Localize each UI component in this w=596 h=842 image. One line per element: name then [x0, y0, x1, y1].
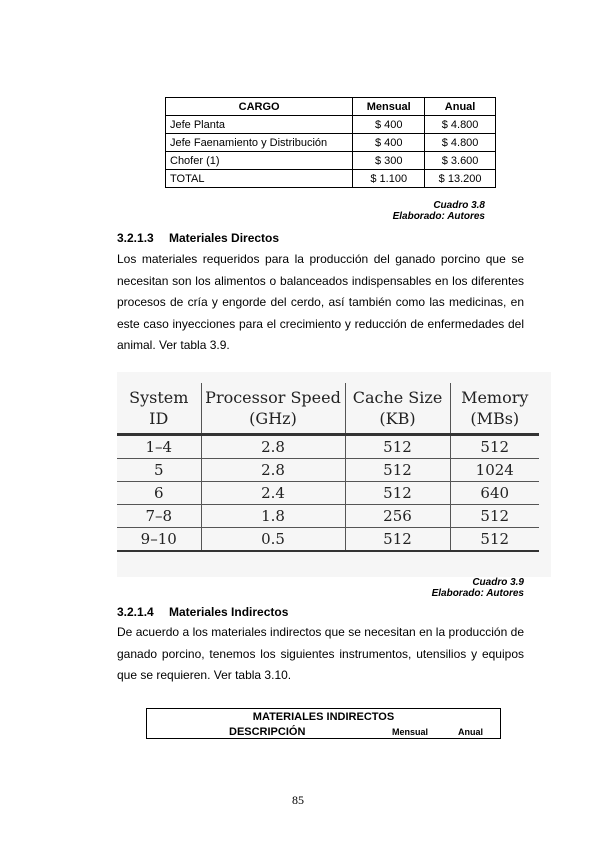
header-processor-speed: Processor Speed (GHz)	[201, 383, 345, 435]
table-row	[117, 505, 539, 528]
cell-memory: 640	[450, 482, 539, 505]
cell-cargo: Chofer (1)	[166, 152, 353, 170]
paragraph-line: animal. Ver tabla 3.9.	[117, 338, 230, 352]
cell-memory: 512	[450, 528, 539, 552]
table-row	[166, 152, 496, 170]
cell-cache-size: 512	[345, 482, 450, 505]
cell-cargo: TOTAL	[166, 170, 353, 188]
cell-processor-speed: 0.5	[201, 528, 345, 552]
table-row	[117, 435, 539, 459]
table-title: MATERIALES INDIRECTOS	[252, 711, 395, 723]
paragraph-line: De acuerdo a los materiales indirectos que se necesitan en la producción de	[117, 625, 524, 639]
cell-processor-speed: 2.4	[201, 482, 345, 505]
table-header-row	[166, 98, 496, 116]
table-row-total	[166, 170, 496, 188]
header-cargo: CARGO	[166, 98, 353, 116]
cell-cache-size: 512	[345, 435, 450, 459]
cell-memory: 512	[450, 435, 539, 459]
cell-system-id: 1–4	[117, 435, 201, 459]
cell-memory: 1024	[450, 459, 539, 482]
table-row	[166, 116, 496, 134]
paragraph-line: este caso inyecciones para el crecimiento y reducción de enfermedades del	[117, 316, 524, 331]
section-heading	[117, 231, 279, 245]
cargo-table	[165, 97, 496, 188]
indirectos-table	[146, 708, 501, 739]
cell-cargo: Jefe Planta	[166, 116, 353, 134]
cell-mensual: $ 400	[353, 134, 425, 152]
page-number: 85	[292, 793, 304, 807]
cell-processor-speed: 1.8	[201, 505, 345, 528]
system-table-image	[117, 372, 551, 577]
cell-cache-size: 256	[345, 505, 450, 528]
section-number: 3.2.1.3	[117, 231, 154, 245]
table-row	[117, 528, 539, 552]
section-title: Materiales Indirectos	[169, 605, 289, 619]
section-heading	[117, 605, 288, 619]
cell-system-id: 9–10	[117, 528, 201, 552]
table-header-row	[117, 383, 539, 435]
cell-cargo: Jefe Faenamiento y Distribución	[166, 134, 353, 152]
cell-processor-speed: 2.8	[201, 459, 345, 482]
cell-processor-speed: 2.8	[201, 435, 345, 459]
table-credit: Elaborado: Autores	[392, 211, 485, 222]
header-mensual: Mensual	[392, 727, 429, 737]
header-mensual: Mensual	[353, 98, 425, 116]
header-anual: Anual	[425, 98, 496, 116]
header-anual: Anual	[458, 727, 484, 737]
header-memory: Memory (MBs)	[450, 383, 539, 435]
paragraph-line: necesitan son los alimentos o balanceados indispensables en los diferentes	[117, 273, 524, 288]
cell-mensual: $ 400	[353, 116, 425, 134]
cell-mensual: $ 1.100	[353, 170, 425, 188]
cell-mensual: $ 300	[353, 152, 425, 170]
header-cache-size: Cache Size (KB)	[345, 383, 450, 435]
cell-cache-size: 512	[345, 528, 450, 552]
section-title: Materiales Directos	[169, 231, 280, 245]
cell-anual: $ 3.600	[425, 152, 496, 170]
cell-anual: $ 4.800	[425, 116, 496, 134]
paragraph	[117, 622, 524, 687]
paragraph-line: procesos de cría y engorde del cerdo, así también como las medicinas, en	[117, 295, 524, 309]
table-row	[117, 459, 539, 482]
cell-anual: $ 4.800	[425, 134, 496, 152]
table-caption: Cuadro 3.9	[472, 577, 524, 588]
table-row	[166, 134, 496, 152]
system-table	[117, 383, 539, 552]
table-credit: Elaborado: Autores	[431, 588, 524, 599]
paragraph-line: ganado porcino, tenemos los siguientes instrumentos, utensilios y equipos	[117, 646, 524, 661]
paragraph	[117, 249, 524, 357]
table-caption: Cuadro 3.8	[433, 200, 485, 211]
paragraph-line: que se requieren. Ver tabla 3.10.	[117, 668, 292, 682]
cell-system-id: 5	[117, 459, 201, 482]
section-number: 3.2.1.4	[117, 605, 154, 619]
cell-memory: 512	[450, 505, 539, 528]
header-descripcion: DESCRIPCIÓN	[229, 726, 306, 738]
paragraph-line: Los materiales requeridos para la producción del ganado porcino que se	[117, 252, 524, 266]
header-system-id: System ID	[117, 383, 201, 435]
cell-system-id: 7–8	[117, 505, 201, 528]
table-row	[117, 482, 539, 505]
cell-system-id: 6	[117, 482, 201, 505]
cell-anual: $ 13.200	[425, 170, 496, 188]
cell-cache-size: 512	[345, 459, 450, 482]
